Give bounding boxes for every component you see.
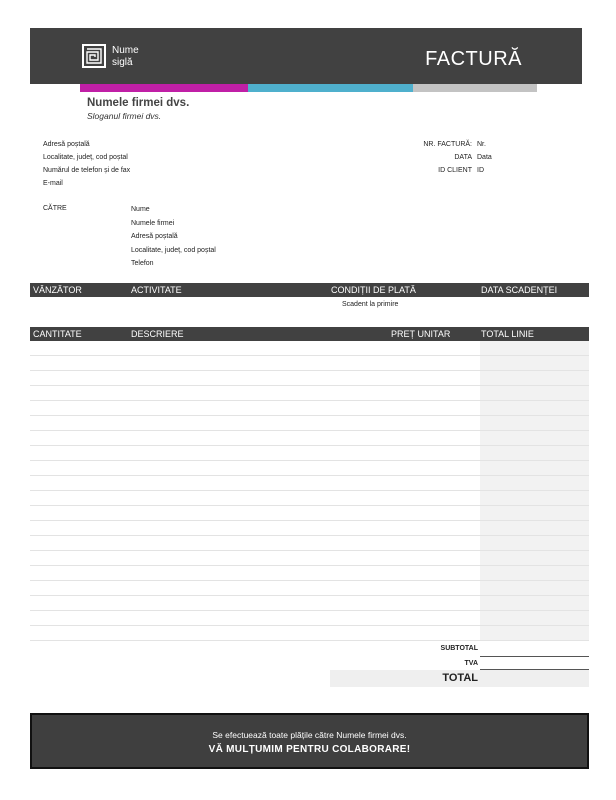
tva-label: TVA	[464, 660, 478, 667]
table-row[interactable]	[30, 521, 589, 536]
items-table-header	[30, 327, 589, 341]
header-banner	[30, 28, 582, 84]
recipient-address: Adresă poștală	[131, 233, 178, 240]
invoice-no-value: Nr.	[477, 141, 486, 148]
invoice-meta	[380, 138, 520, 177]
terms-table-header	[30, 283, 589, 297]
footer-payments-note	[32, 730, 587, 740]
table-row[interactable]	[30, 416, 589, 431]
company-address: Adresă poștală	[43, 141, 90, 148]
table-row[interactable]	[30, 491, 589, 506]
invoice-title: FACTURĂ	[425, 48, 522, 70]
recipient-label: CĂTRE	[43, 205, 67, 212]
col-line-total: TOTAL LINIE	[481, 329, 534, 339]
company-phone-fax: Numărul de telefon și de fax	[43, 167, 131, 174]
stripe-gray	[413, 84, 537, 92]
col-seller: VÂNZĂTOR	[33, 285, 82, 295]
company-email: E-mail	[43, 180, 63, 187]
footer-banner	[30, 713, 589, 769]
footer-thanks: VĂ MULȚUMIM PENTRU COLABORARE!	[208, 744, 411, 755]
logo-icon	[82, 44, 106, 68]
table-row[interactable]	[30, 371, 589, 386]
company-address-block	[43, 138, 130, 190]
stripe-blue	[248, 84, 413, 92]
col-quantity: CANTITATE	[33, 329, 82, 339]
recipient-phone: Telefon	[131, 260, 154, 267]
date-value: Data	[477, 154, 492, 161]
table-row[interactable]	[30, 581, 589, 596]
recipient-name: Nume	[131, 206, 150, 213]
table-row[interactable]	[30, 551, 589, 566]
table-row[interactable]	[30, 476, 589, 491]
total-label: TOTAL	[442, 672, 478, 684]
stripe-magenta	[80, 84, 248, 92]
logo-line1: Nume	[112, 45, 139, 56]
table-row[interactable]	[30, 596, 589, 611]
table-row[interactable]	[30, 341, 589, 356]
footer-payments-company: Numele firmei dvs.	[336, 730, 407, 740]
logo-line2: siglă	[112, 57, 133, 68]
footer-payments-prefix: Se efectuează toate plățile către	[212, 730, 334, 740]
col-activity: ACTIVITATE	[131, 285, 182, 295]
table-row[interactable]	[30, 446, 589, 461]
col-due-date: DATA SCADENȚEI	[481, 285, 558, 295]
company-name: Numele firmei dvs.	[87, 97, 190, 109]
date-label: DATA	[454, 154, 472, 161]
table-row[interactable]	[30, 401, 589, 416]
invoice-no-label: NR. FACTURĂ:	[423, 141, 472, 148]
subtotal-value-line[interactable]	[480, 656, 589, 657]
subtotal-label: SUBTOTAL	[440, 645, 478, 652]
client-id-value: ID	[477, 167, 484, 174]
col-payment-terms: CONDIȚII DE PLATĂ	[331, 285, 416, 295]
col-unit-price: PREȚ UNITAR	[391, 329, 451, 339]
col-description: DESCRIERE	[131, 329, 184, 339]
table-row[interactable]	[30, 356, 589, 371]
payment-terms-value: Scadent la primire	[342, 301, 399, 308]
client-id-label: ID CLIENT	[438, 167, 472, 174]
logo-placeholder	[112, 45, 172, 69]
recipient-block	[131, 203, 216, 271]
items-table-body	[30, 341, 589, 641]
recipient-city: Localitate, județ, cod poștal	[131, 246, 216, 254]
table-row[interactable]	[30, 386, 589, 401]
table-row[interactable]	[30, 431, 589, 446]
table-row[interactable]	[30, 611, 589, 626]
table-row[interactable]	[30, 566, 589, 581]
recipient-company: Numele firmei	[131, 219, 175, 227]
company-city: Localitate, județ, cod poștal	[43, 154, 128, 161]
table-row[interactable]	[30, 536, 589, 551]
company-slogan: Sloganul firmei dvs.	[87, 111, 162, 121]
table-row[interactable]	[30, 626, 589, 641]
table-row[interactable]	[30, 461, 589, 476]
table-row[interactable]	[30, 506, 589, 521]
